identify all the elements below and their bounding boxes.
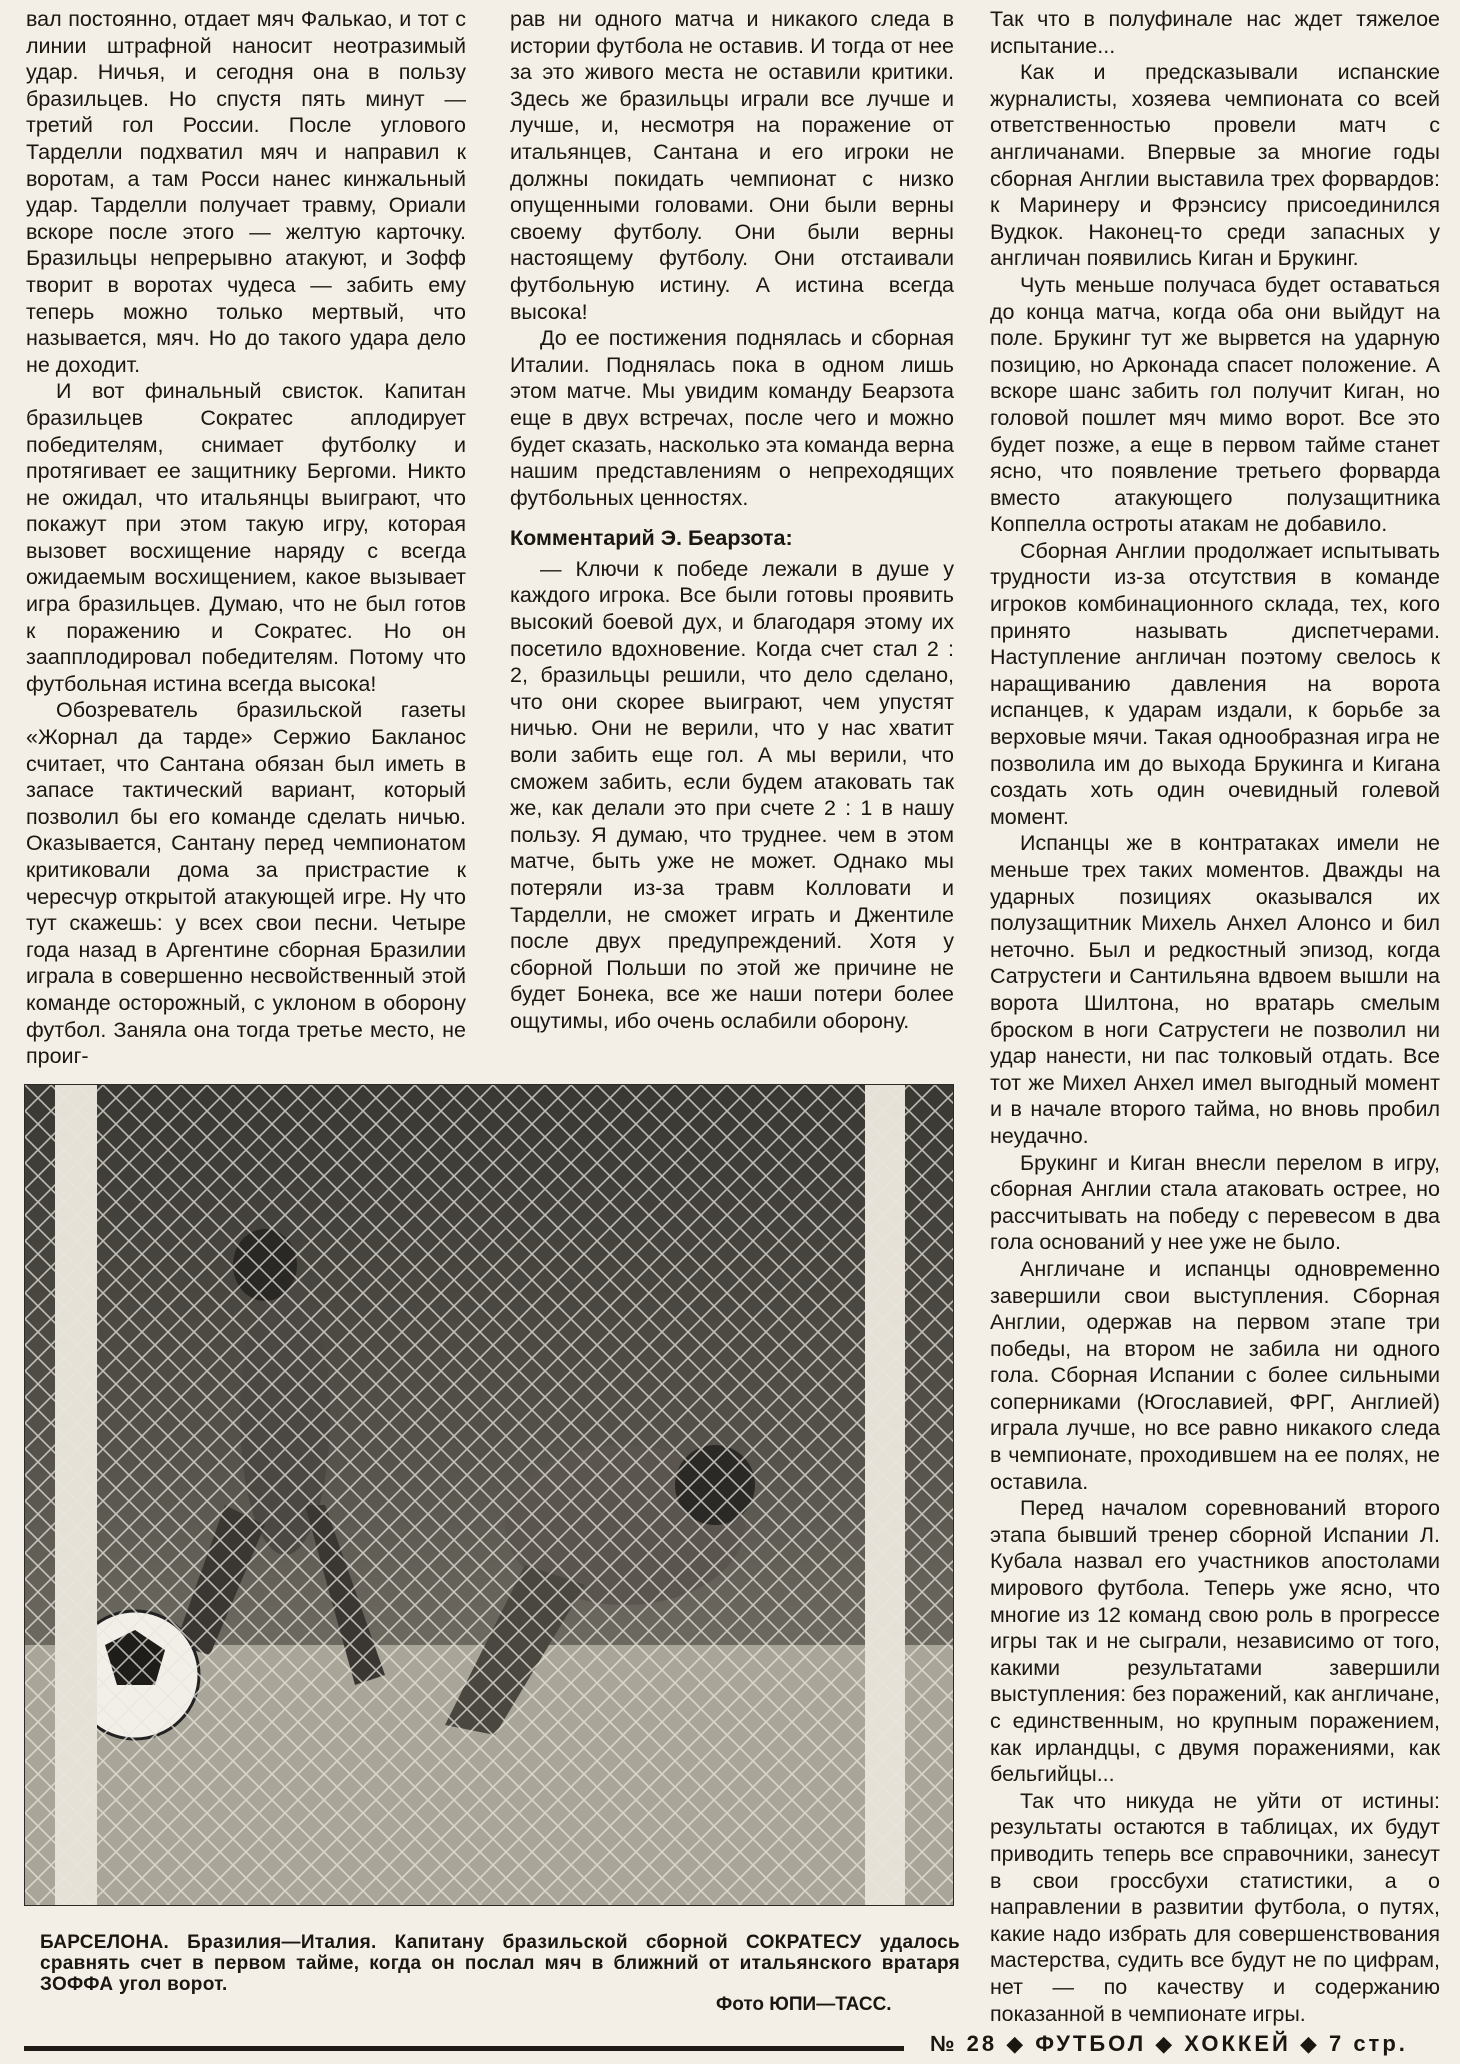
paragraph: Перед началом соревнований второго этапа бывший тренер сборной Испании Л. Кубала назвал его участников апостолами мирового футбола. Теперь уже ясно, что многие из 12 команд свою роль в прогрессе игры так и не сыграли, независимо от того, какими результатами завершили выступления: без поражений, как англичане, с единственным, но крупным поражением, как ирландцы, с двумя поражениями, как бельгийцы... <box>990 1496 1440 1787</box>
paragraph: Обозреватель бразильской газеты «Жорнал да тарде» Сержио Бакланос считает, что Сантана обязан был иметь в запасе тактический вариант, который позволил бы его команде сделать ничью. Оказывается, Сантану перед чемпионатом критиковали дома за пристрастие к чересчур открытой атакующей игре. Ну что тут скажешь: у всех свои песни. Четыре года назад в Аргентине сборная Бразилии играла в совершенно несвойственный этой команде осторожный, с уклоном в оборону футбол. Заняла она тогда третье место, не проиг- <box>26 698 466 1069</box>
paragraph: рав ни одного матча и никакого следа в истории футбола не оставив. И тогда от нее за это живого места не оставили критики. Здесь же бразильцы играли все лучше и лучше, и, несмотря на поражение от итальянцев, Сантана и его игроки не должны покидать чемпионат с низко опущенными головами. Они были верны своему футболу. Они были верны настоящему футболу. Они отстаивали футбольную истину. А истина всегда высока! <box>510 7 954 324</box>
paragraph: — Ключи к победе лежали в душе у каждого игрока. Все были готовы проявить высокий боевой дух, и благодаря этому их посетило вдохновение. Когда счет стал 2 : 2, бразильцы решили, что дело сделано, что они скорее выиграют, чем упустят ничью. Они не верили, что у нас хватит воли забить еще гол. А мы верили, что сможем забить, если будем атаковать так же, как делали это при счете 2 : 1 в нашу пользу. Я думаю, что труднее. чем в этом матче, быть уже не может. Однако мы потеряли из-за травм Колловати и Тарделли, не сможет играть и Джентиле после двух предупреждений. Хотя у сборной Польши по этой же причине не будет Бонека, все же наши потери более ощутимы, ибо очень ослабили оборону. <box>510 556 954 1033</box>
article-column-3 <box>990 6 1440 2027</box>
paragraph: До ее постижения поднялась и сборная Италии. Поднялась пока в одном лишь этом матче. Мы увидим команду Беарзота еще в двух встречах, после чего и можно будет сказать, насколько эта команда верна нашим представлениям о непреходящих футбольных ценностях. <box>510 326 954 510</box>
page-footer: № 28 ◆ ФУТБОЛ ◆ ХОККЕЙ ◆ 7 стр. <box>930 2031 1408 2056</box>
paragraph: Сборная Англии продолжает испытывать трудности из-за отсутствия в команде игроков комбинационного склада, тех, кого принято называть диспетчерами. Наступление англичан поэтому свелось к наращиванию давления на ворота испанцев, к ударам издали, к борьбе за верховые мячи. Такая однообразная игра не позволила им до выхода Брукинга и Кигана создать хоть один очевидный голевой момент. <box>990 538 1440 829</box>
paragraph: вал постоянно, отдает мяч Фалькао, и тот с линии штрафной наносит неотразимый удар. Ничья, и сегодня она в пользу бразильцев. Но спустя пять минут — третий гол России. После углового Тарделли подхватил мяч и направил к воротам, а там Росси нанес кинжальный удар. Тарделли получает травму, Ориали вскоре после этого — желтую карточку. Бразильцы непрерывно атакуют, и Зофф творит в воротах чудеса — забить ему теперь можно только мертвый, что называется, мяч. Но до такого удара дело не доходит. <box>26 7 466 377</box>
match-photo <box>24 1084 954 1906</box>
paragraph: Как и предсказывали испанские журналисты, хозяева чемпионата со всей ответственностью провели матч с англичанами. Впервые за многие годы сборная Англии выставила трех форвардов: к Маринеру и Фрэнсису присоединился Вудкок. Наконец-то среди запасных у англичан появились Киган и Брукинг. <box>990 60 1440 271</box>
footer-rule <box>24 2046 904 2051</box>
paragraph: Испанцы же в контратаках имели не меньше трех таких моментов. Дважды на ударных позициях оказывался их полузащитник Михель Анхел Алонсо и бил неточно. Был и редкостный эпизод, когда Сатрустеги и Сантильяна вдвоем вышли на ворота Шилтона, но вратарь смелым броском в ноги Сатрустеги не позволил ни удар нанести, ни пас толковый отдать. Все тот же Михел Анхел имел выгодный момент и в начале второго тайма, но вновь пробил неудачно. <box>990 831 1440 1148</box>
comment-heading: Комментарий Э. Беарзота: <box>510 526 793 551</box>
paragraph: Англичане и испанцы одновременно завершили свои выступления. Сборная Англии, одержав на первом этапе три победы, на втором не забила ни одного гола. Сборная Испании с более сильными соперниками (Югославией, ФРГ, Англией) играла лучше, но все равно никакого следа в чемпионате, проходившем на ее полях, не оставила. <box>990 1256 1440 1494</box>
paragraph: Так что никуда не уйти от истины: результаты остаются в таблицах, их будут приводить теперь все справочники, занесут в свои гроссбухи статистики, а о направлении в развитии футбола, о путях, какие надо избрать для совершенствования мастерства, судить все будут не по цифрам, нет — по качеству и содержанию показанной в чемпионате игры. <box>990 1788 1440 2026</box>
article-column-1 <box>26 6 466 1070</box>
paragraph: Чуть меньше получаса будет оставаться до конца матча, когда оба они выйдут на поле. Брукинг тут же вырвется на ударную позицию, но Арконада спасет положение. А вскоре шанс забить гол получит Киган, но головой пошлет мяч мимо ворот. Все это будет позже, а еще в первом тайме станет ясно, что появление третьего форварда вместо атакующего полузащитника Коппелла остроты атакам не добавило. <box>990 272 1440 537</box>
paragraph: И вот финальный свисток. Капитан бразильцев Сократес аплодирует победителям, снимает футболку и протягивает ее защитнику Бергоми. Никто не ожидал, что итальянцы выиграют, что покажут при этом такую игру, которая вызовет восхищение наряду с всегда ожидаемым восхищением, какое вызывает игра бразильцев. Думаю, что не был готов к поражению и Сократес. Но он заапплодировал победителям. Потому что футбольная истина всегда высока! <box>26 379 466 696</box>
photo-illustration <box>25 1085 953 1905</box>
photo-credit: Фото ЮПИ—ТАСС. <box>716 1994 892 2015</box>
photo-caption: БАРСЕЛОНА. Бразилия—Италия. Капитану бразильской сборной СОКРАТЕСУ удалось сравнять счет в первом тайме, когда он послал мяч в ближний от итальянского вратаря ЗОФФА угол ворот. <box>40 1932 960 1995</box>
article-column-2 <box>510 6 954 1035</box>
paragraph: Так что в полуфинале нас ждет тяжелое испытание... <box>990 7 1440 58</box>
paragraph: Брукинг и Киган внесли перелом в игру, сборная Англии стала атаковать острее, но рассчитывать на победу с перевесом в два гола оснований у нее уже не было. <box>990 1150 1440 1255</box>
